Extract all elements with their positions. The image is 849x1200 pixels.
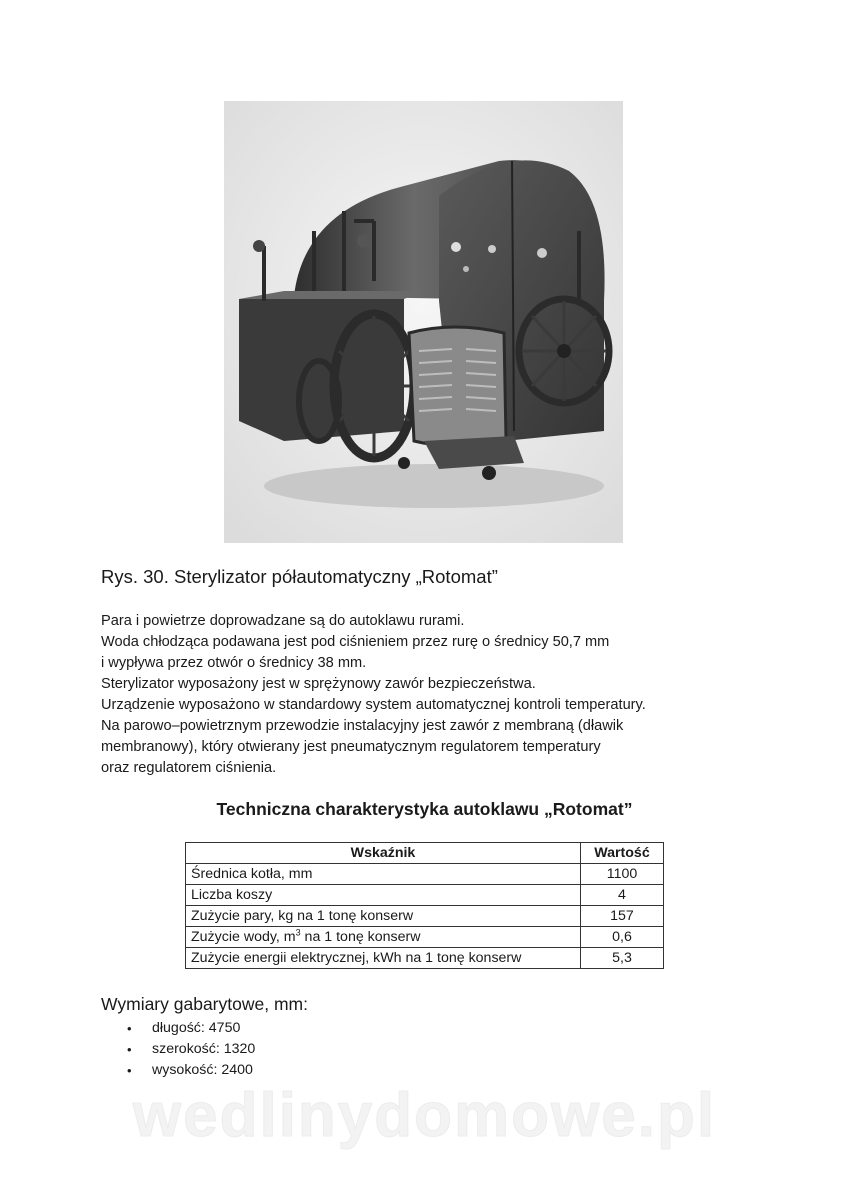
figure-caption: Rys. 30. Sterylizator półautomatyczny „Rotomat” <box>101 566 498 587</box>
autoclave-photo <box>224 101 623 543</box>
dimensions-list <box>101 1018 255 1081</box>
description-line: Sterylizator wyposażony jest w sprężynowy zawór bezpieczeństwa. <box>101 676 536 692</box>
row-label: Zużycie energii elektrycznej, kWh na 1 tonę konserw <box>186 948 581 969</box>
table-row <box>186 927 664 948</box>
list-item-text: wysokość: 2400 <box>152 1062 253 1078</box>
row-value: 4 <box>581 885 664 906</box>
row-label <box>186 927 581 948</box>
row-label: Liczba koszy <box>186 885 581 906</box>
dimensions-title: Wymiary gabarytowe, mm: <box>101 994 308 1014</box>
bullet-icon: • <box>127 1063 132 1078</box>
row-label: Średnica kotła, mm <box>186 864 581 885</box>
row-value: 5,3 <box>581 948 664 969</box>
table-row <box>186 948 664 969</box>
column-header-indicator: Wskaźnik <box>186 843 581 864</box>
row-label-text: na 1 tonę konserw <box>300 929 421 945</box>
row-label-superscript: 3 <box>295 927 301 938</box>
list-item-text: długość: 4750 <box>152 1020 241 1036</box>
description-line: membranowy), który otwierany jest pneumatycznym regulatorem temperatury <box>101 739 601 755</box>
table-row <box>186 885 664 906</box>
description-line: i wypływa przez otwór o średnicy 38 mm. <box>101 655 367 671</box>
bullet-icon: • <box>127 1021 132 1036</box>
table-title: Techniczna charakterystyka autoklawu „Rotomat” <box>216 799 633 819</box>
list-item <box>101 1039 255 1060</box>
description-line: Woda chłodząca podawana jest pod ciśnieniem przez rurę o średnicy 50,7 mm <box>101 634 610 650</box>
column-header-value: Wartość <box>581 843 664 864</box>
row-label: Zużycie pary, kg na 1 tonę konserw <box>186 906 581 927</box>
table-header-row <box>186 843 664 864</box>
row-value: 157 <box>581 906 664 927</box>
list-item <box>101 1018 255 1039</box>
row-value: 1100 <box>581 864 664 885</box>
list-item-text: szerokość: 1320 <box>152 1041 256 1057</box>
description-line: oraz regulatorem ciśnienia. <box>101 760 277 776</box>
table-row <box>186 864 664 885</box>
description-paragraph <box>101 611 761 779</box>
watermark: wedlinydomowe.pl <box>132 1081 717 1150</box>
spec-table <box>185 842 664 969</box>
description-line: Urządzenie wyposażono w standardowy system automatycznej kontroli temperatury. <box>101 697 646 713</box>
bullet-icon: • <box>127 1042 132 1057</box>
table-row <box>186 906 664 927</box>
list-item <box>101 1060 255 1081</box>
row-label-text: Zużycie wody, m <box>191 929 296 945</box>
description-line: Na parowo–powietrznym przewodzie instalacyjny jest zawór z membraną (dławik <box>101 718 624 734</box>
row-value: 0,6 <box>581 927 664 948</box>
description-line: Para i powietrze doprowadzane są do autoklawu rurami. <box>101 613 465 629</box>
